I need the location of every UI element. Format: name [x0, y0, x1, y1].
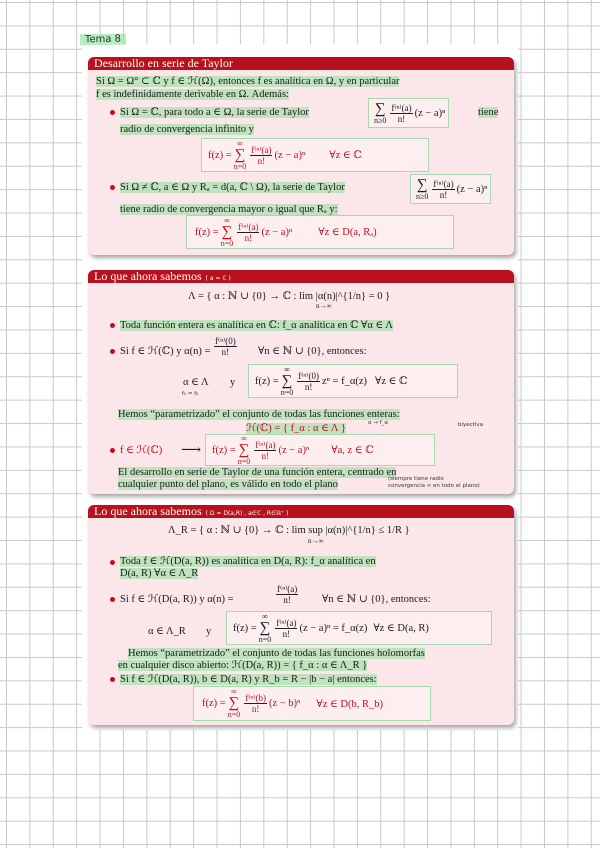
- alpha-def-tail: ∀n ∈ ℕ ∪ {0}, entonces:: [258, 346, 367, 357]
- parametrized-text: Hemos “parametrizado” el conjunto de todas las funciones enteras:: [118, 409, 400, 420]
- formula-lhs: f(z) =: [233, 622, 257, 634]
- f-entire-text: f ∈ ℋ(ℂ): [120, 445, 163, 456]
- handwritten-note: α → f_α: [368, 420, 389, 426]
- and-word: y: [206, 626, 212, 637]
- bullet-icon: [110, 597, 115, 602]
- radius-infinite-text: radio de convergencia infinito y: [120, 124, 254, 135]
- implies-arrow: ⟶: [181, 443, 202, 458]
- handwritten-note: biyectiva: [458, 422, 483, 428]
- tiene-text: tiene: [478, 107, 499, 118]
- title-scribble: ( Ω = D(a,R) , a∈ℂ , R∈ℝ⁺ ): [205, 510, 289, 517]
- bullet-icon: [110, 349, 115, 354]
- formula-condition: ∀a, z ∈ ℂ: [331, 445, 374, 456]
- lambda-r-definition: Λ_R = { α : ℕ ∪ {0} → ℂ : lim sup |α(n)|^{1/n} ≤ 1/R }: [168, 525, 410, 536]
- limit-subscript: n→∞: [316, 302, 332, 310]
- bullet-icon: [110, 448, 115, 453]
- sum-symbol: ∞ ∑ n=0: [258, 611, 272, 644]
- taylor-coefficient: $\frac{\text{f⁽ⁿ⁾(a)}}{n!}$: [255, 439, 276, 461]
- alpha-coefficient: $\frac{\text{f⁽ⁿ⁾(a)}}{n!}$: [277, 584, 298, 605]
- box-title: Lo que ahora sabemos ( a = ℂ ): [88, 270, 514, 283]
- series-term: (z − a)ⁿ: [261, 226, 293, 238]
- formula-condition: ∀z ∈ ℂ: [329, 150, 362, 161]
- sum-symbol: ∞ ∑ n=0: [227, 687, 241, 719]
- disk-function-formula: [226, 611, 492, 645]
- title-scribble: ( a = ℂ ): [205, 275, 231, 282]
- alpha-in-lambda: α ∈ Λ: [183, 377, 209, 388]
- taylor-coefficient: $\frac{\text{f⁽ⁿ⁾(b)}}{n!}$: [245, 693, 266, 714]
- disk-analytic-text-1: Toda f ∈ ℋ(D(a, R)) es analítica en D(a, R): f_α analítica en: [120, 556, 376, 567]
- box-title: Desarrollo en serie de Taylor: [88, 57, 514, 70]
- alpha-def-text: Si f ∈ ℋ(D(a, R)) y α(n) =: [120, 594, 234, 605]
- taylor-coefficient: $\frac{\text{f⁽ⁿ⁾(a)}}{n!}$: [251, 144, 272, 166]
- series-term: (z − b)ⁿ: [268, 698, 301, 709]
- bullet-icon: [110, 110, 115, 115]
- bullet-icon: [110, 185, 115, 190]
- series-term: (z − a)ⁿ: [274, 149, 306, 161]
- series-term: (z − a)ⁿ: [278, 444, 310, 456]
- and-word: y: [230, 377, 236, 388]
- alpha-def-tail: ∀n ∈ ℕ ∪ {0}, entonces:: [322, 594, 431, 605]
- section-tag: Tema 8: [80, 34, 126, 46]
- disk-functions-box: [88, 505, 514, 725]
- intro-line-2: f es indefinidamente derivable en Ω. Además:: [96, 89, 289, 100]
- series-term: (z − a)ⁿ: [414, 107, 446, 119]
- handwritten-note: f₀ = f₀: [182, 391, 199, 397]
- formula-lhs: f(z) =: [202, 698, 226, 709]
- closing-line-2: cualquier punto del plano, es válido en todo el plano: [118, 479, 338, 490]
- formula-lhs: f(z) =: [208, 149, 232, 161]
- lambda-definition: Λ = { α : ℕ ∪ {0} → ℂ : lim |α(n)|^{1/n} = 0 }: [188, 291, 391, 302]
- alpha-in-lambda-r: α ∈ Λ_R: [148, 626, 186, 637]
- formula-condition: ∀z ∈ D(a, Rₐ): [318, 227, 377, 238]
- formula-lhs: f(z) =: [195, 226, 219, 238]
- disk-analytic-text-2: D(a, R) ∀α ∈ Λ_R: [120, 568, 199, 579]
- series-term: zⁿ = f_α(z): [321, 375, 368, 387]
- sum-symbol: ∞ ∑ n=0: [237, 433, 251, 466]
- formula-condition: ∀z ∈ D(a, R): [373, 623, 429, 634]
- formula-condition: ∀z ∈ D(b, R_b): [316, 698, 383, 710]
- series-term: (z − a)ⁿ: [456, 183, 488, 195]
- entire-taylor-formula: [201, 138, 429, 172]
- parametrized-text-1: Hemos “parametrizado” el conjunto de todas las funciones holomorfas: [128, 648, 425, 659]
- recentered-taylor-formula: [193, 686, 431, 721]
- taylor-coefficient: $\frac{\text{f⁽ⁿ⁾(a)}}{n!}$: [238, 221, 259, 243]
- sum-symbol: ∑ n≥0: [374, 100, 387, 125]
- box-title: Lo que ahora sabemos ( Ω = D(a,R) , a∈ℂ , R∈ℝ⁺ ): [88, 505, 514, 518]
- formula-lhs: f(z) =: [255, 375, 279, 387]
- taylor-coefficient: $\frac{\text{f⁽ⁿ⁾(a)}}{n!}$: [391, 102, 412, 124]
- closing-line-1: El desarrollo en serie de Taylor de una función entera, centrado en: [118, 467, 397, 478]
- series-term: (z − a)ⁿ = f_α(z): [299, 622, 368, 634]
- recentering-text: Si f ∈ ℋ(D(a, R)), b ∈ D(a, R) y R_b = R − |b − a| entonces:: [120, 674, 377, 685]
- taylor-series-inline: [410, 174, 491, 204]
- alpha-def-text: Si f ∈ ℋ(ℂ) y α(n) =: [120, 346, 211, 357]
- sum-symbol: ∑ n≥0: [416, 176, 429, 201]
- entire-function-formula: [248, 364, 458, 398]
- bullet-icon: [110, 560, 115, 565]
- sum-symbol: ∞ ∑ n=0: [220, 215, 234, 248]
- limsup-subscript: n→∞: [308, 537, 324, 545]
- entire-functions-box: [88, 270, 514, 494]
- bullet-disk-text: Si Ω ≠ ℂ, a ∈ Ω y Rₐ = d(a, ℂ \ Ω), la serie de Taylor: [120, 182, 345, 193]
- taylor-coefficient: $\frac{\text{f⁽ⁿ⁾(0)}}{n!}$: [298, 370, 319, 392]
- formula-lhs: f(z) =: [212, 444, 236, 456]
- entire-taylor-any-center: [205, 434, 435, 466]
- sum-symbol: ∞ ∑ n=0: [280, 364, 294, 397]
- alpha-coefficient: $\frac{\text{f⁽ⁿ⁾(0)}}{n!}$: [215, 336, 236, 357]
- parametrized-text-2: en cualquier disco abierto: ℋ(D(a, R)) = { f_α : α ∈ Λ_R }: [118, 660, 368, 671]
- radius-ra-text: tiene radio de convergencia mayor o igual que Rₐ y:: [120, 204, 338, 215]
- taylor-coefficient: $\frac{\text{f⁽ⁿ⁾(a)}}{n!}$: [276, 617, 297, 639]
- entire-set-equation: ℋ(ℂ) = { f_α : α ∈ Λ }: [246, 423, 346, 434]
- handwritten-note: convergencia ∞ en todo el plano): [388, 483, 480, 489]
- taylor-series-inline: [368, 98, 449, 128]
- handwritten-note: (siempre tiene radio: [388, 476, 444, 482]
- taylor-series-box: [88, 57, 514, 255]
- bullet-icon: [110, 323, 115, 328]
- intro-line-1: Si Ω = Ω° ⊂ ℂ y f ∈ ℋ(Ω), entonces f es analítica en Ω, y en particular: [96, 76, 400, 87]
- disk-taylor-formula: [186, 215, 454, 249]
- formula-condition: ∀z ∈ ℂ: [375, 376, 408, 387]
- entire-analytic-text: Toda función entera es analítica en ℂ: f_α analítica en ℂ ∀α ∈ Λ: [120, 320, 393, 331]
- bullet-icon: [110, 677, 115, 682]
- sum-symbol: ∞ ∑ n=0: [233, 138, 247, 171]
- taylor-coefficient: $\frac{\text{f⁽ⁿ⁾(a)}}{n!}$: [433, 178, 454, 200]
- bullet-entire-text: Si Ω = ℂ, para todo a ∈ Ω, la serie de Taylor: [120, 107, 309, 118]
